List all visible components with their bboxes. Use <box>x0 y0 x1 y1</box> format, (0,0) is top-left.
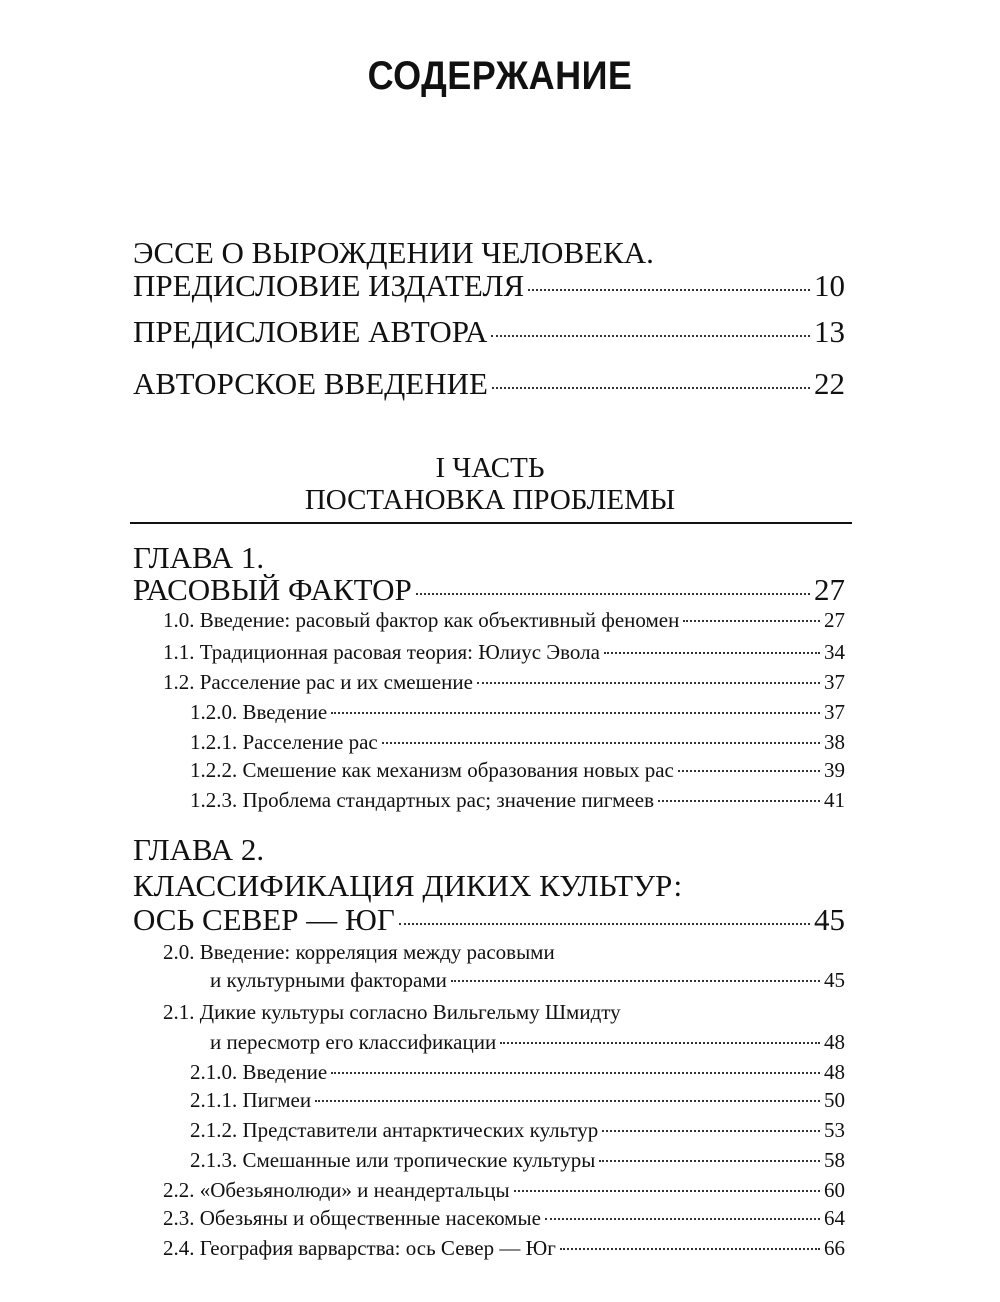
dot-leader <box>514 1190 820 1192</box>
dot-leader <box>658 800 820 802</box>
toc-page-number: 38 <box>824 730 845 754</box>
toc-entry-label: АВТОРСКОЕ ВВЕДЕНИЕ <box>133 366 488 401</box>
toc-entry-label: ПРЕДИСЛОВИЕ ИЗДАТЕЛЯ <box>133 268 525 303</box>
toc-entry-label: и культурными факторами <box>210 968 447 992</box>
toc-page-number: 58 <box>824 1148 845 1172</box>
toc-entry-label: 1.2.2. Смешение как механизм образования новых рас <box>190 758 674 782</box>
toc-page-number: 22 <box>814 366 845 401</box>
dot-leader <box>500 1042 820 1044</box>
toc-page-number: 66 <box>824 1236 845 1260</box>
part-divider <box>130 522 852 524</box>
dot-leader <box>683 620 820 622</box>
toc-entry-label: 2.3. Обезьяны и общественные насекомые <box>163 1206 541 1230</box>
toc-subentry[interactable] <box>190 700 845 725</box>
dot-leader <box>528 289 810 291</box>
toc-page-number: 13 <box>814 314 845 349</box>
toc-page-number: 37 <box>824 670 845 694</box>
page-title: СОДЕРЖАНИЕ <box>367 54 633 98</box>
toc-page-number: 45 <box>824 968 845 992</box>
chapter-1-heading: ГЛАВА 1. <box>133 540 265 575</box>
toc-page-number: 10 <box>814 268 845 303</box>
toc-entry-label: и пересмотр его классификации <box>210 1030 497 1054</box>
toc-subentry[interactable] <box>163 670 845 695</box>
toc-subentry[interactable] <box>210 1030 845 1055</box>
toc-subentry[interactable] <box>190 758 845 783</box>
toc-entry-label: 2.4. География варварства: ось Север — Юг <box>163 1236 556 1260</box>
toc-entry-label: 1.2.1. Расселение рас <box>190 730 378 754</box>
chapter-title: ОСЬ СЕВЕР — ЮГ <box>133 902 395 937</box>
dot-leader <box>604 652 820 654</box>
toc-subentry[interactable] <box>210 968 845 993</box>
toc-subentry[interactable] <box>190 788 845 813</box>
toc-entry-chapter-2[interactable] <box>133 902 845 938</box>
toc-entry-label: 2.1.1. Пигмеи <box>190 1088 312 1112</box>
dot-leader <box>477 682 820 684</box>
chapter-2-heading: ГЛАВА 2. <box>133 832 265 867</box>
toc-subentry-line1[interactable]: 2.0. Введение: корреляция между расовыми <box>163 940 555 964</box>
toc-page-number: 41 <box>824 788 845 812</box>
toc-entry-label: 1.2. Расселение рас и их смешение <box>163 670 473 694</box>
toc-entry-label: 2.1.3. Смешанные или тропические культуры <box>190 1148 596 1172</box>
toc-page-number: 50 <box>824 1088 845 1112</box>
toc-entry-publisher-preface[interactable] <box>133 268 845 304</box>
toc-subentry[interactable] <box>190 1118 845 1143</box>
toc-subentry[interactable] <box>190 1088 845 1113</box>
dot-leader <box>599 1160 820 1162</box>
dot-leader <box>678 770 820 772</box>
dot-leader <box>491 335 810 337</box>
toc-subentry[interactable] <box>190 730 845 755</box>
toc-page-number: 48 <box>824 1060 845 1084</box>
toc-page-number: 48 <box>824 1030 845 1054</box>
dot-leader <box>416 593 810 595</box>
toc-entry-label: 1.2.3. Проблема стандартных рас; значение пигмеев <box>190 788 654 812</box>
chapter-2-title-line1: КЛАССИФИКАЦИЯ ДИКИХ КУЛЬТУР: <box>133 868 683 903</box>
toc-entry-label: 2.1.2. Представители антарктических культур <box>190 1118 599 1142</box>
dot-leader <box>331 1072 820 1074</box>
toc-subentry[interactable] <box>163 640 845 665</box>
dot-leader <box>399 923 810 925</box>
toc-page-number: 27 <box>814 572 845 607</box>
toc-entry-label: 1.0. Введение: расовый фактор как объективный феномен <box>163 608 680 632</box>
toc-page-number: 34 <box>824 640 845 664</box>
toc-entry-label: 2.2. «Обезьянолюди» и неандертальцы <box>163 1178 510 1202</box>
dot-leader <box>545 1218 820 1220</box>
toc-entry-label: 1.2.0. Введение <box>190 700 328 724</box>
toc-entry-author-introduction[interactable] <box>133 366 845 402</box>
part-title: ПОСТАНОВКА ПРОБЛЕМЫ <box>304 484 676 516</box>
toc-page-number: 60 <box>824 1178 845 1202</box>
part-number: I ЧАСТЬ <box>435 452 545 484</box>
toc-subentry[interactable] <box>163 1236 845 1261</box>
toc-entry-label: 1.1. Традиционная расовая теория: Юлиус Эвола <box>163 640 600 664</box>
toc-entry-label: ПРЕДИСЛОВИЕ АВТОРА <box>133 314 488 349</box>
toc-page-number: 27 <box>824 608 845 632</box>
toc-page-number: 39 <box>824 758 845 782</box>
toc-subentry[interactable] <box>190 1148 845 1173</box>
dot-leader <box>560 1248 820 1250</box>
toc-subentry[interactable] <box>190 1060 845 1085</box>
chapter-title: РАСОВЫЙ ФАКТОР <box>133 572 412 607</box>
dot-leader <box>315 1100 820 1102</box>
toc-subentry[interactable] <box>163 608 845 633</box>
toc-entry-label: 2.1.0. Введение <box>190 1060 328 1084</box>
toc-entry-author-preface[interactable] <box>133 314 845 350</box>
dot-leader <box>382 742 820 744</box>
toc-page-number: 53 <box>824 1118 845 1142</box>
toc-page-number: 64 <box>824 1206 845 1230</box>
dot-leader <box>492 387 810 389</box>
dot-leader <box>602 1130 820 1132</box>
dot-leader <box>451 980 820 982</box>
toc-entry-publisher-preface-line1[interactable]: ЭССЕ О ВЫРОЖДЕНИИ ЧЕЛОВЕКА. <box>133 235 654 270</box>
dot-leader <box>331 712 820 714</box>
toc-page-number: 45 <box>814 902 845 937</box>
toc-subentry-line1[interactable]: 2.1. Дикие культуры согласно Вильгельму Шмидту <box>163 1000 621 1024</box>
toc-entry-chapter-1[interactable] <box>133 572 845 608</box>
toc-page-number: 37 <box>824 700 845 724</box>
toc-subentry[interactable] <box>163 1206 845 1231</box>
toc-subentry[interactable] <box>163 1178 845 1203</box>
